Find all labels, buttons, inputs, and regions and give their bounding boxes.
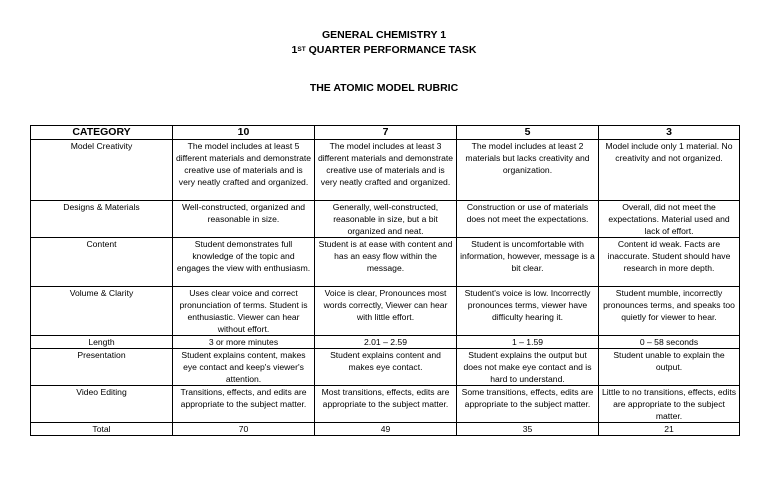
table-header-row <box>31 126 740 140</box>
criteria-cell: Student is uncomfortable with information, however, message is a bit clear. <box>457 238 599 287</box>
criteria-cell: The model includes at least 5 different materials and demonstrate creative use of materials and is very neatly crafted and organized. <box>173 140 315 201</box>
task-title <box>0 43 768 58</box>
category-cell: Model Creativity <box>31 140 173 201</box>
criteria-cell: Student is at ease with content and has an easy flow within the message. <box>315 238 457 287</box>
criteria-cell: 2.01 – 2.59 <box>315 336 457 349</box>
criteria-cell: Construction or use of materials does not meet the expectations. <box>457 201 599 238</box>
header-cell-score-3: 3 <box>599 126 740 140</box>
quarter-number: 1 <box>291 44 298 56</box>
criteria-cell: Model include only 1 material. No creativity and not organized. <box>599 140 740 201</box>
criteria-cell: Student demonstrates full knowledge of the topic and engages the view with enthusiasm. <box>173 238 315 287</box>
criteria-cell: Student explains the output but does not make eye contact and is hard to understand. <box>457 349 599 386</box>
criteria-cell: Student explains content, makes eye contact and keep's viewer's attention. <box>173 349 315 386</box>
table-row <box>31 386 740 423</box>
table-row <box>31 336 740 349</box>
header-cell-score-10: 10 <box>173 126 315 140</box>
criteria-cell: Transitions, effects, and edits are appropriate to the subject matter. <box>173 386 315 423</box>
criteria-cell: Some transitions, effects, edits are appropriate to the subject matter. <box>457 386 599 423</box>
rubric-table <box>30 125 740 436</box>
category-cell: Length <box>31 336 173 349</box>
criteria-cell: Overall, did not meet the expectations. Material used and lack of effort. <box>599 201 740 238</box>
task-title-text: QUARTER PERFORMANCE TASK <box>305 44 477 56</box>
category-cell: Total <box>31 423 173 436</box>
category-cell: Content <box>31 238 173 287</box>
ordinal-suffix: ST <box>297 46 306 53</box>
total-cell: 49 <box>315 423 457 436</box>
table-row <box>31 238 740 287</box>
total-cell: 21 <box>599 423 740 436</box>
category-cell: Video Editing <box>31 386 173 423</box>
header-cell-score-7: 7 <box>315 126 457 140</box>
criteria-cell: Voice is clear, Pronounces most words correctly, Viewer can hear with little effort. <box>315 287 457 336</box>
criteria-cell: Content id weak. Facts are inaccurate. Student should have research in more depth. <box>599 238 740 287</box>
total-cell: 35 <box>457 423 599 436</box>
criteria-cell: Most transitions, effects, edits are appropriate to the subject matter. <box>315 386 457 423</box>
rubric-title: THE ATOMIC MODEL RUBRIC <box>309 82 459 94</box>
criteria-cell: The model includes at least 2 materials but lacks creativity and organization. <box>457 140 599 201</box>
header-cell-score-5: 5 <box>457 126 599 140</box>
category-cell: Designs & Materials <box>31 201 173 238</box>
table-row <box>31 287 740 336</box>
table-row <box>31 423 740 436</box>
criteria-cell: Well-constructed, organized and reasonable in size. <box>173 201 315 238</box>
document-header <box>0 28 768 58</box>
criteria-cell: 0 – 58 seconds <box>599 336 740 349</box>
table-row <box>31 349 740 386</box>
criteria-cell: Student's voice is low. Incorrectly pronounces terms, viewer have difficulty hearing it. <box>457 287 599 336</box>
criteria-cell: The model includes at least 3 different materials and demonstrate creative use of materials and is very neatly crafted and organized. <box>315 140 457 201</box>
course-title: GENERAL CHEMISTRY 1 <box>321 29 447 41</box>
criteria-cell: Student unable to explain the output. <box>599 349 740 386</box>
header-cell-category: CATEGORY <box>31 126 173 140</box>
criteria-cell: Uses clear voice and correct pronunciation of terms. Student is enthusiastic. Viewer can hear without effort. <box>173 287 315 336</box>
criteria-cell: 3 or more minutes <box>173 336 315 349</box>
category-cell: Volume & Clarity <box>31 287 173 336</box>
criteria-cell: Generally, well-constructed, reasonable in size, but a bit organized and neat. <box>315 201 457 238</box>
criteria-cell: 1 – 1.59 <box>457 336 599 349</box>
category-cell: Presentation <box>31 349 173 386</box>
table-row <box>31 201 740 238</box>
criteria-cell: Student mumble, incorrectly pronounces terms, and speaks too quietly for viewer to hear. <box>599 287 740 336</box>
table-row <box>31 140 740 201</box>
criteria-cell: Student explains content and makes eye contact. <box>315 349 457 386</box>
total-cell: 70 <box>173 423 315 436</box>
criteria-cell: Little to no transitions, effects, edits are appropriate to the subject matter. <box>599 386 740 423</box>
